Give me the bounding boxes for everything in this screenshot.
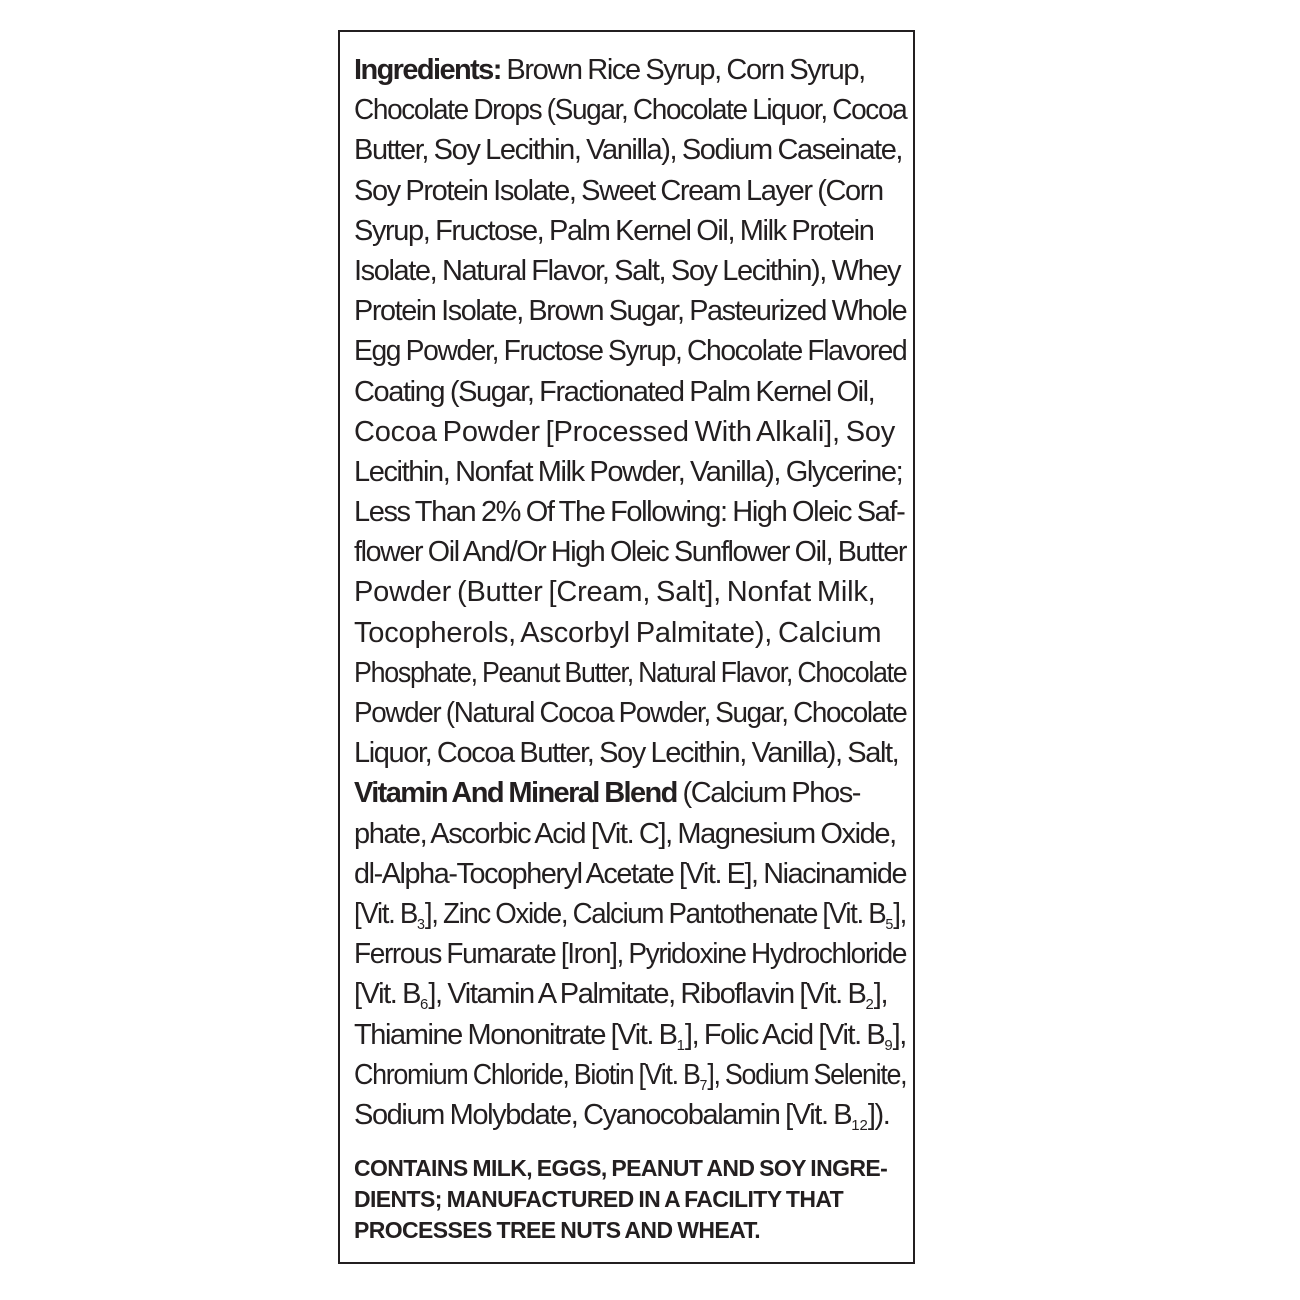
ingredients-line: Tocopherols, Ascorbyl Palmitate), Calcium <box>354 616 882 649</box>
ingredients-line: Chromium Chloride, Biotin [Vit. $B_7$], Sodium Selenite, <box>354 1058 907 1094</box>
ingredients-line: Less Than 2% Of The Following: High Oleic Saf- <box>354 496 905 529</box>
ingredients-line: flower Oil And/Or High Oleic Sunflower Oil, Butter <box>354 536 906 569</box>
ingredients-line: Protein Isolate, Brown Sugar, Pasteurized Whole <box>354 295 907 328</box>
ingredients-text <box>354 50 906 1135</box>
vitamin-blend-heading: Vitamin And Mineral Blend <box>354 777 677 810</box>
ingredients-line: Isolate, Natural Flavor, Salt, Soy Lecithin), Whey <box>354 254 901 287</box>
allergen-line: PROCESSES TREE NUTS AND WHEAT. <box>354 1217 761 1243</box>
ingredients-line: Thiamine Mononitrate [Vit. $B_1$], Folic Acid [Vit. $B_9$], <box>354 1018 906 1054</box>
ingredients-line: Powder (Natural Cocoa Powder, Sugar, Chocolate <box>354 697 907 729</box>
ingredients-line: Cocoa Powder [Processed With Alkali], Soy <box>354 415 896 448</box>
ingredients-line: Phosphate, Peanut Butter, Natural Flavor, Chocolate <box>354 656 907 689</box>
ingredients-line: Syrup, Fructose, Palm Kernel Oil, Milk Protein <box>354 214 874 247</box>
ingredients-line: [Vit. $B_3$], Zinc Oxide, Calcium Pantothenate [Vit. $B_5$], <box>354 897 907 933</box>
ingredients-line: Powder (Butter [Cream, Salt], Nonfat Milk, <box>354 576 876 609</box>
ingredients-line: Egg Powder, Fructose Syrup, Chocolate Flavored <box>354 335 907 368</box>
ingredients-line: Chocolate Drops (Sugar, Chocolate Liquor, Cocoa <box>354 94 907 127</box>
allergen-line: CONTAINS MILK, EGGS, PEANUT AND SOY INGRE- <box>354 1155 888 1181</box>
ingredients-line: Coating (Sugar, Fractionated Palm Kernel Oil, <box>354 375 875 408</box>
ingredients-label-panel <box>338 30 915 1264</box>
ingredients-line: Sodium Molybdate, Cyanocobalamin [Vit. $B_{12}$]). <box>354 1098 890 1134</box>
ingredients-line: Lecithin, Nonfat Milk Powder, Vanilla), Glycerine; <box>354 455 903 488</box>
ingredients-heading: Ingredients: <box>354 54 501 86</box>
ingredients-line: Soy Protein Isolate, Sweet Cream Layer (Corn <box>354 174 883 207</box>
ingredients-line: Ingredients: Brown Rice Syrup, Corn Syrup, <box>354 54 865 86</box>
allergen-statement <box>354 1153 906 1246</box>
ingredients-line: [Vit. $B_6$], Vitamin A Palmitate, Riboflavin [Vit. $B_2$], <box>354 978 888 1014</box>
ingredients-line: phate, Ascorbic Acid [Vit. C], Magnesium Oxide, <box>354 817 896 850</box>
ingredients-line: dl-Alpha-Tocopheryl Acetate [Vit. E], Niacinamide <box>354 857 907 890</box>
ingredients-line: Butter, Soy Lecithin, Vanilla), Sodium Caseinate, <box>354 134 903 167</box>
allergen-line: DIENTS; MANUFACTURED IN A FACILITY THAT <box>354 1186 844 1212</box>
ingredients-line: Liquor, Cocoa Butter, Soy Lecithin, Vanilla), Salt, <box>354 737 899 770</box>
ingredients-line: Vitamin And Mineral Blend (Calcium Phos- <box>354 777 861 810</box>
ingredients-line: Ferrous Fumarate [Iron], Pyridoxine Hydrochloride <box>354 938 907 971</box>
